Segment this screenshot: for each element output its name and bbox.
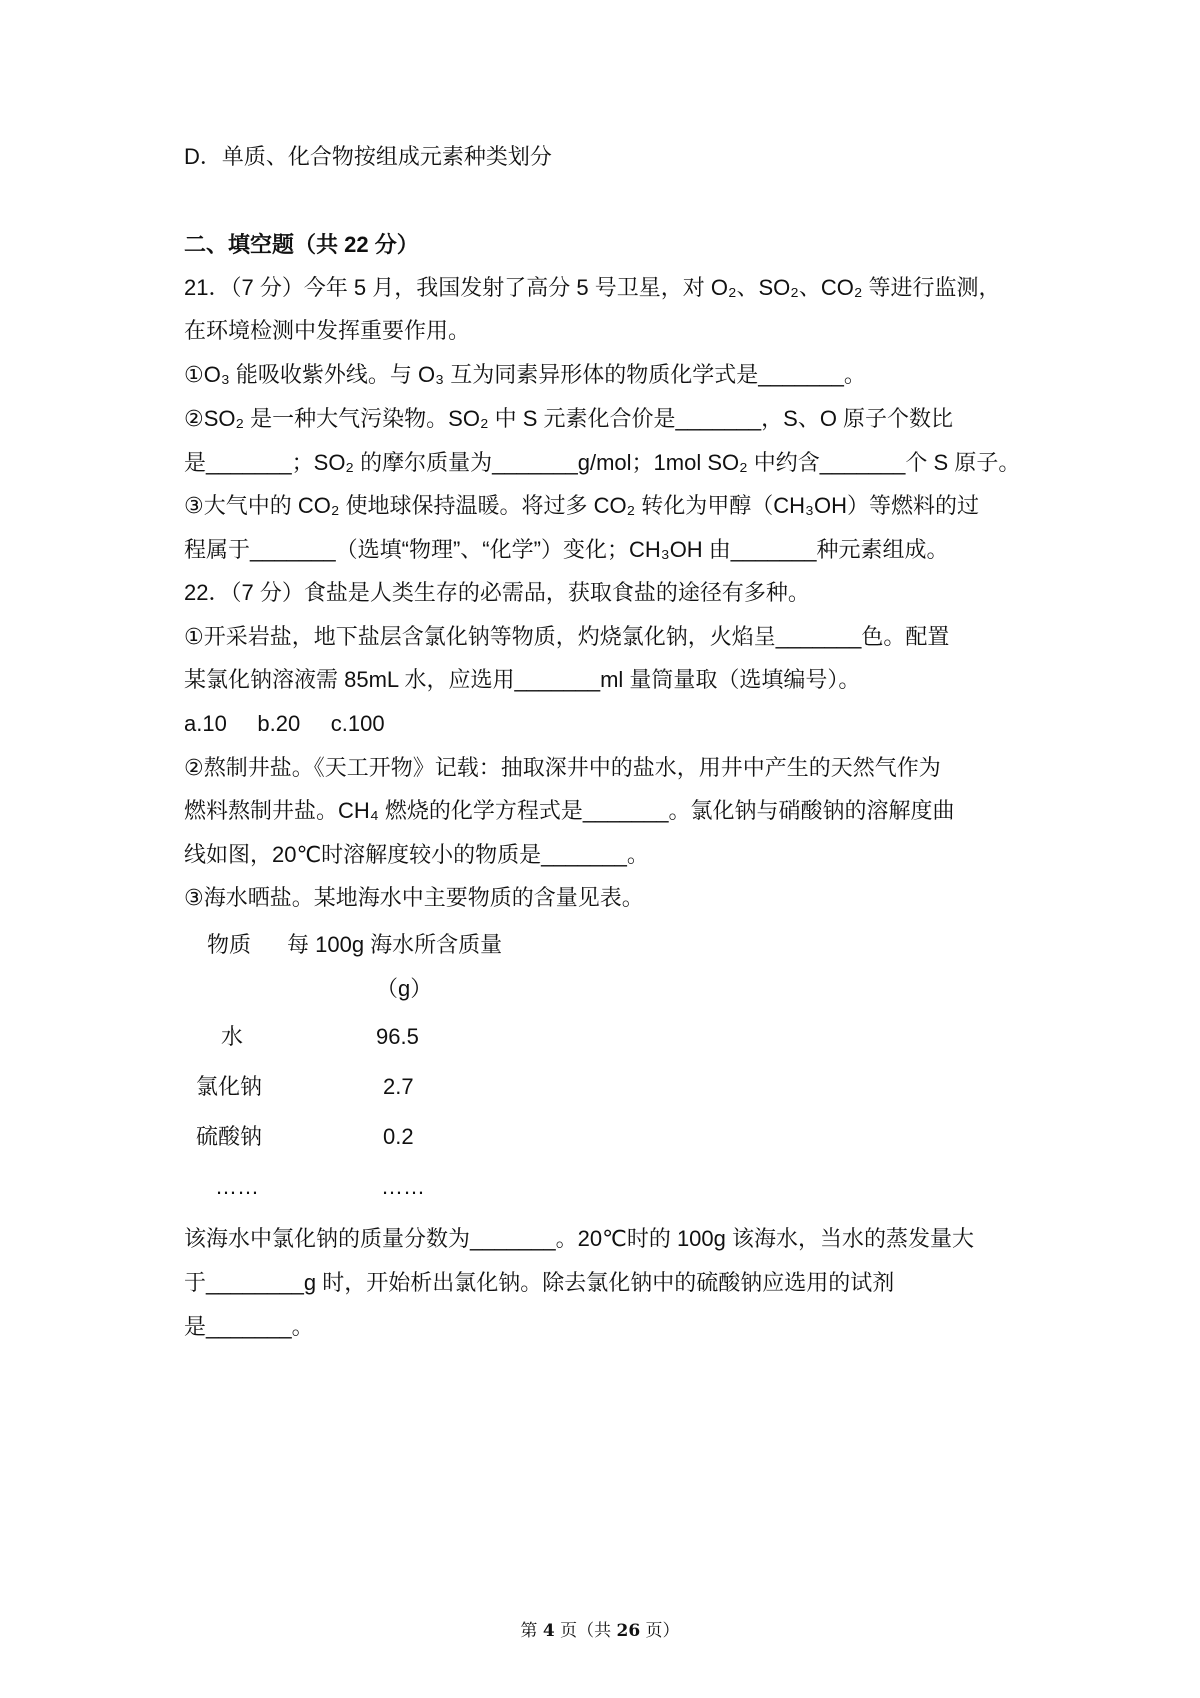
question-22-part-3-line-1: ③海水晒盐。某地海水中主要物质的含量见表。 — [184, 885, 644, 910]
question-22-part-3-line-3: 于________g 时，开始析出氯化钠。除去氯化钠中的硫酸钠应选用的试剂 — [184, 1270, 895, 1295]
footer-suffix: 页） — [640, 1621, 680, 1641]
question-21-part-3-line-2: 程属于_______（选填“物理”、“化学”）变化；CH₃OH 由_______种元素组成。 — [184, 537, 949, 562]
table-row-1-substance: 水 — [221, 1024, 244, 1049]
footer-total-pages: 26 — [616, 1621, 641, 1641]
choice-options: a.10 b.20 c.100 — [184, 711, 385, 736]
option-d-line: D．单质、化合物按组成元素种类划分 — [184, 144, 552, 169]
table-row-3-substance: 硫酸钠 — [196, 1124, 263, 1149]
table-header-unit: （g） — [376, 976, 433, 1001]
question-22-part-2-line-1: ②熬制井盐。《天工开物》记载：抽取深井中的盐水，用井中产生的天然气作为 — [184, 755, 941, 780]
table-header-substance: 物质 — [207, 932, 252, 957]
question-22-part-2-line-2: 燃料熬制井盐。CH₄ 燃烧的化学方程式是_______。氯化钠与硝酸钠的溶解度曲 — [184, 798, 955, 823]
footer-page-number: 4 — [542, 1621, 555, 1641]
question-22-part-1-line-2: 某氯化钠溶液需 85mL 水，应选用_______ml 量筒量取（选填编号）。 — [184, 667, 861, 692]
footer-middle: 页（共 — [554, 1621, 617, 1641]
page-footer — [0, 1620, 1200, 1642]
question-21-part-1: ①O₃ 能吸收紫外线。与 O₃ 互为同素异形体的物质化学式是_______。 — [184, 362, 866, 387]
table-row-4-substance: …… — [215, 1174, 259, 1199]
question-21-part-3-line-1: ③大气中的 CO₂ 使地球保持温暖。将过多 CO₂ 转化为甲醇（CH₃OH）等燃料的过 — [184, 493, 979, 518]
table-row-3-mass: 0.2 — [383, 1124, 414, 1149]
question-22-line-1: 22．（7 分）食盐是人类生存的必需品，获取食盐的途径有多种。 — [184, 580, 810, 605]
section-heading: 二、填空题（共 22 分） — [184, 232, 419, 257]
question-22-part-3-line-4: 是_______。 — [184, 1314, 314, 1339]
table-row-2-mass: 2.7 — [383, 1074, 414, 1099]
table-row-2-substance: 氯化钠 — [196, 1074, 263, 1099]
question-21-part-2-line-2: 是_______；SO₂ 的摩尔质量为_______g/mol；1mol SO₂ 中约含_______个 S 原子。 — [184, 450, 1021, 475]
question-21-line-1: 21．（7 分）今年 5 月，我国发射了高分 5 号卫星，对 O₂、SO₂、CO₂ 等进行监测， — [184, 275, 1001, 300]
question-22-part-1-line-1: ①开采岩盐，地下盐层含氯化钠等物质，灼烧氯化钠，火焰呈_______色。配置 — [184, 624, 950, 649]
question-22-part-2-line-3: 线如图，20℃时溶解度较小的物质是_______。 — [184, 842, 649, 867]
question-21-part-2-line-1: ②SO₂ 是一种大气污染物。SO₂ 中 S 元素化合价是_______，S、O 原子个数比 — [184, 406, 954, 431]
table-row-4-mass: …… — [381, 1174, 425, 1199]
table-row-1-mass: 96.5 — [376, 1024, 419, 1049]
question-22-part-3-line-2: 该海水中氯化钠的质量分数为_______。20℃时的 100g 该海水，当水的蒸发量大 — [184, 1226, 974, 1251]
table-header-mass: 每 100g 海水所含质量 — [287, 932, 503, 957]
footer-prefix: 第 — [520, 1621, 543, 1641]
question-21-line-2: 在环境检测中发挥重要作用。 — [184, 318, 471, 343]
